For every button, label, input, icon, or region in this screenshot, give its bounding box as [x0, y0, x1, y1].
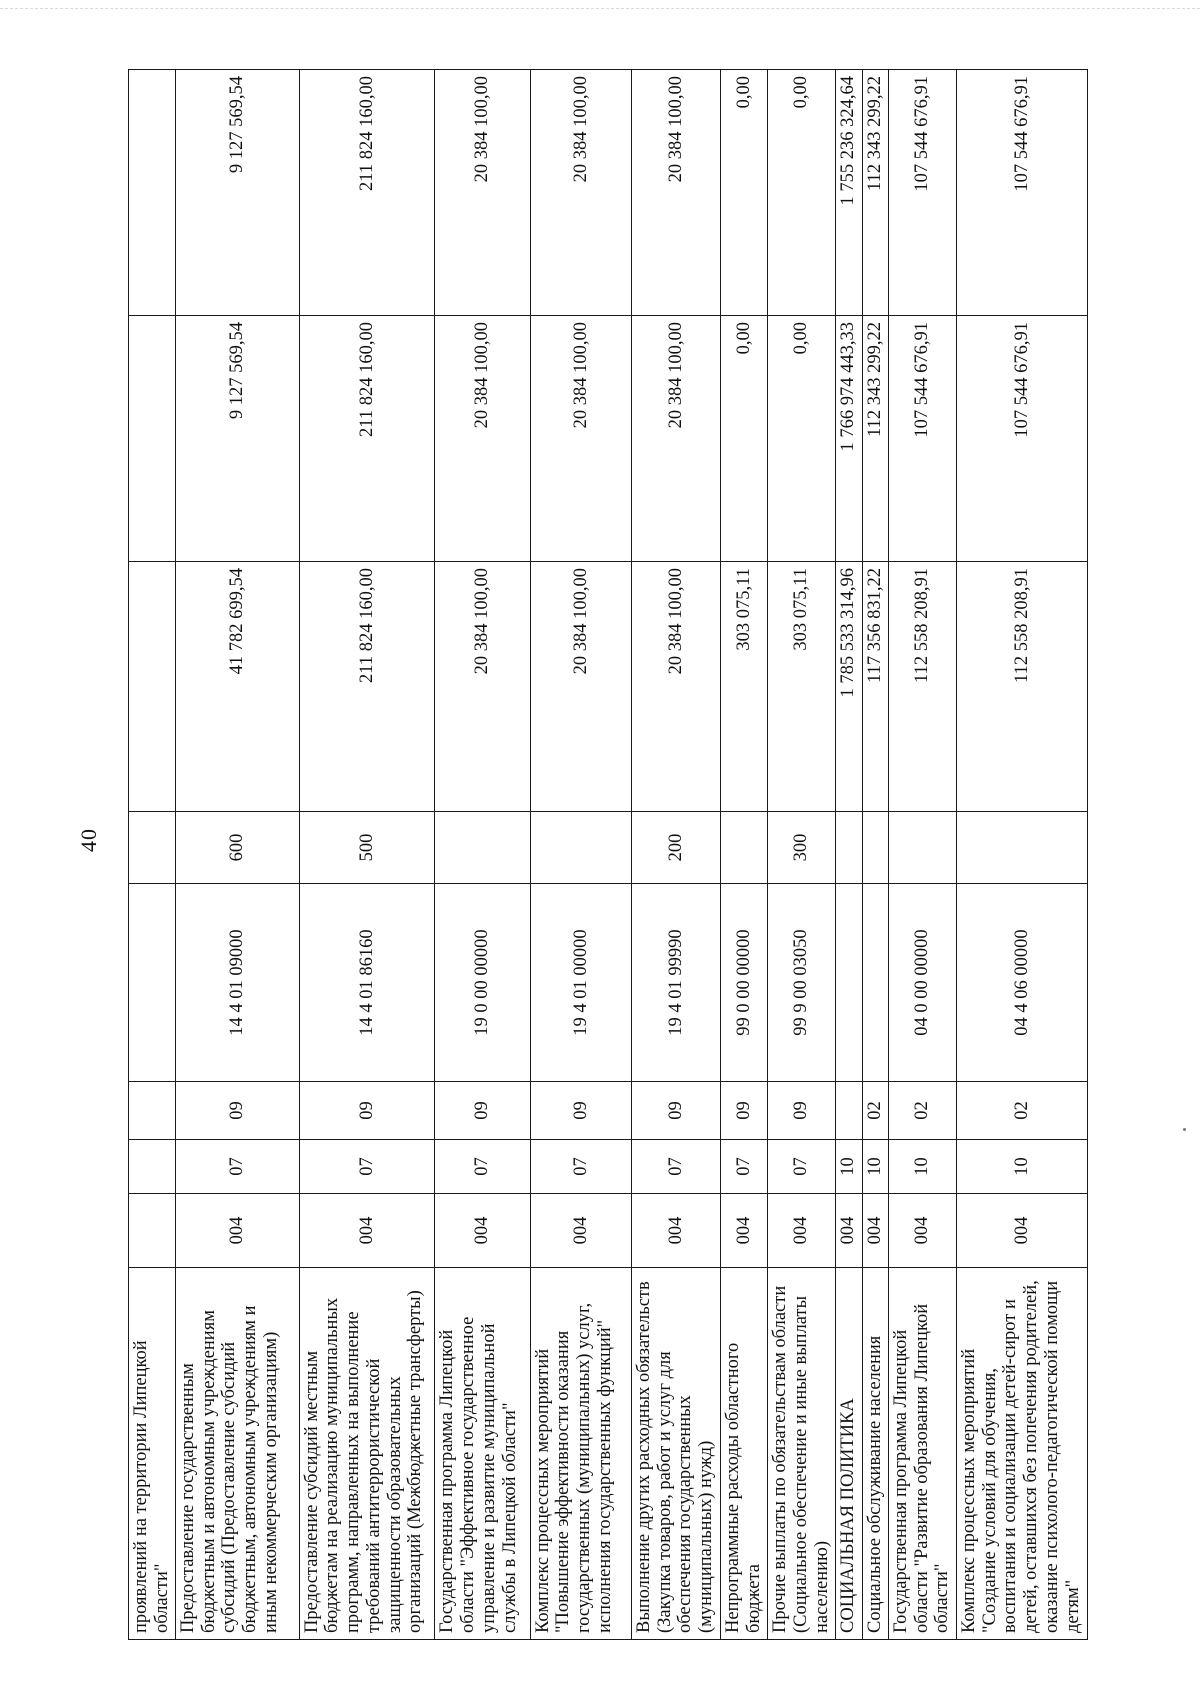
subsection-code: 09	[721, 1082, 768, 1140]
expense-type-code	[530, 812, 631, 884]
section-code: 07	[530, 1140, 631, 1194]
table-row	[176, 70, 300, 1640]
section-code: 07	[721, 1140, 768, 1194]
ministry-code: 004	[768, 1194, 836, 1268]
amount-year-1: 112 558 208,91	[956, 562, 1087, 812]
amount-year-3: 107 544 676,91	[956, 70, 1087, 316]
amount-year-3: 0,00	[721, 70, 768, 316]
rotated-page-content	[128, 70, 1088, 1640]
row-name: Комплекс процессных мероприятий "Создание условий для обучения, воспитания и социализации детей-сирот и детей, оставшихся без попечения родителей, оказание психолого-педагогической помощи детям"	[956, 1268, 1087, 1640]
amount-year-2: 0,00	[721, 316, 768, 562]
expense-type-code: 500	[299, 812, 435, 884]
row-name: проявлений на территории Липецкой области"	[129, 1268, 176, 1640]
amount-year-1: 1 785 533 314,96	[836, 562, 862, 812]
table-row	[721, 70, 768, 1640]
target-article-code: 99 0 00 00000	[721, 884, 768, 1082]
table-row	[299, 70, 435, 1640]
expense-type-code: 200	[632, 812, 721, 884]
section-code: 07	[299, 1140, 435, 1194]
amount-year-1: 303 075,11	[768, 562, 836, 812]
section-code: 07	[768, 1140, 836, 1194]
subsection-code	[129, 1082, 176, 1140]
amount-year-1: 117 356 831,22	[862, 562, 888, 812]
amount-year-2: 211 824 160,00	[299, 316, 435, 562]
ministry-code: 004	[721, 1194, 768, 1268]
table-row	[435, 70, 530, 1640]
ministry-code: 004	[435, 1194, 530, 1268]
amount-year-1: 211 824 160,00	[299, 562, 435, 812]
expense-type-code	[435, 812, 530, 884]
expense-type-code: 300	[768, 812, 836, 884]
amount-year-3: 20 384 100,00	[530, 70, 631, 316]
ministry-code: 004	[888, 1194, 956, 1268]
expense-type-code	[862, 812, 888, 884]
target-article-code: 19 0 00 00000	[435, 884, 530, 1082]
ministry-code: 004	[530, 1194, 631, 1268]
amount-year-1: 41 782 699,54	[176, 562, 300, 812]
table-row	[632, 70, 721, 1640]
amount-year-1: 20 384 100,00	[530, 562, 631, 812]
subsection-code: 09	[768, 1082, 836, 1140]
ministry-code: 004	[836, 1194, 862, 1268]
row-name: СОЦИАЛЬНАЯ ПОЛИТИКА	[836, 1268, 862, 1640]
amount-year-1: 20 384 100,00	[632, 562, 721, 812]
table-row	[530, 70, 631, 1640]
amount-year-3: 20 384 100,00	[435, 70, 530, 316]
table-row	[129, 70, 176, 1640]
amount-year-3: 9 127 569,54	[176, 70, 300, 316]
ministry-code: 004	[176, 1194, 300, 1268]
section-code	[129, 1140, 176, 1194]
subsection-code: 09	[435, 1082, 530, 1140]
table-row	[862, 70, 888, 1640]
amount-year-2: 20 384 100,00	[530, 316, 631, 562]
subsection-code: 02	[888, 1082, 956, 1140]
amount-year-2: 9 127 569,54	[176, 316, 300, 562]
subsection-code: 02	[862, 1082, 888, 1140]
amount-year-2: 20 384 100,00	[435, 316, 530, 562]
scan-edge	[0, 8, 1200, 10]
amount-year-1	[129, 562, 176, 812]
target-article-code: 14 4 01 86160	[299, 884, 435, 1082]
section-code: 10	[956, 1140, 1087, 1194]
row-name: Государственная программа Липецкой области "Развитие образования Липецкой области"	[888, 1268, 956, 1640]
target-article-code: 04 0 00 00000	[888, 884, 956, 1082]
row-name: Выполнение других расходных обязательств (Закупка товаров, работ и услуг для обеспечения государственных (муниципальных) нужд)	[632, 1268, 721, 1640]
table-row	[768, 70, 836, 1640]
amount-year-3: 211 824 160,00	[299, 70, 435, 316]
amount-year-3: 20 384 100,00	[632, 70, 721, 316]
table-row	[836, 70, 862, 1640]
amount-year-2: 1 766 974 443,33	[836, 316, 862, 562]
target-article-code: 99 9 00 03050	[768, 884, 836, 1082]
expense-type-code	[888, 812, 956, 884]
amount-year-3: 112 343 299,22	[862, 70, 888, 316]
amount-year-3: 0,00	[768, 70, 836, 316]
ministry-code: 004	[862, 1194, 888, 1268]
section-code: 10	[862, 1140, 888, 1194]
expense-type-code	[721, 812, 768, 884]
amount-year-1: 20 384 100,00	[435, 562, 530, 812]
section-code: 07	[176, 1140, 300, 1194]
amount-year-3: 107 544 676,91	[888, 70, 956, 316]
subsection-code: 09	[632, 1082, 721, 1140]
target-article-code	[836, 884, 862, 1082]
amount-year-1: 303 075,11	[721, 562, 768, 812]
amount-year-2	[129, 316, 176, 562]
amount-year-2: 107 544 676,91	[888, 316, 956, 562]
ministry-code: 004	[632, 1194, 721, 1268]
row-name: Социальное обслуживание населения	[862, 1268, 888, 1640]
row-name: Непрограммные расходы областного бюджета	[721, 1268, 768, 1640]
scan-dot	[1183, 1128, 1186, 1131]
table-row	[956, 70, 1087, 1640]
expense-type-code: 600	[176, 812, 300, 884]
subsection-code: 09	[530, 1082, 631, 1140]
subsection-code: 02	[956, 1082, 1087, 1140]
subsection-code: 09	[299, 1082, 435, 1140]
page-number: 40	[76, 828, 101, 852]
amount-year-2: 112 343 299,22	[862, 316, 888, 562]
row-name: Прочие выплаты по обязательствам области (Социальное обеспечение и иные выплаты населению)	[768, 1268, 836, 1640]
row-name: Предоставление государственным бюджетным и автономным учреждениям субсидий (Предоставление субсидий бюджетным, автономным учреждениям и иным некоммерческим организациям)	[176, 1268, 300, 1640]
section-code: 10	[888, 1140, 956, 1194]
ministry-code	[129, 1194, 176, 1268]
target-article-code	[129, 884, 176, 1082]
budget-table	[128, 69, 1088, 1640]
amount-year-2: 20 384 100,00	[632, 316, 721, 562]
expense-type-code	[956, 812, 1087, 884]
row-name: Предоставление субсидий местным бюджетам на реализацию муниципальных программ, направленных на выполнение требований антитеррористической защищенности образовательных организаций (Межбюджетные трансферты)	[299, 1268, 435, 1640]
subsection-code	[836, 1082, 862, 1140]
section-code: 07	[435, 1140, 530, 1194]
section-code: 10	[836, 1140, 862, 1194]
table-row	[888, 70, 956, 1640]
target-article-code: 19 4 01 00000	[530, 884, 631, 1082]
amount-year-1: 112 558 208,91	[888, 562, 956, 812]
amount-year-3	[129, 70, 176, 316]
subsection-code: 09	[176, 1082, 300, 1140]
expense-type-code	[129, 812, 176, 884]
table-body	[129, 70, 1088, 1640]
expense-type-code	[836, 812, 862, 884]
ministry-code: 004	[299, 1194, 435, 1268]
section-code: 07	[632, 1140, 721, 1194]
target-article-code: 14 4 01 09000	[176, 884, 300, 1082]
amount-year-2: 0,00	[768, 316, 836, 562]
amount-year-3: 1 755 236 324,64	[836, 70, 862, 316]
row-name: Комплекс процессных мероприятий "Повышение эффективности оказания государственных (муниципальных) услуг, исполнения государственных функций"	[530, 1268, 631, 1640]
ministry-code: 004	[956, 1194, 1087, 1268]
amount-year-2: 107 544 676,91	[956, 316, 1087, 562]
row-name: Государственная программа Липецкой области "Эффективное государственное управление и развитие муниципальной службы в Липецкой области"	[435, 1268, 530, 1640]
target-article-code: 04 4 06 00000	[956, 884, 1087, 1082]
target-article-code: 19 4 01 99990	[632, 884, 721, 1082]
target-article-code	[862, 884, 888, 1082]
